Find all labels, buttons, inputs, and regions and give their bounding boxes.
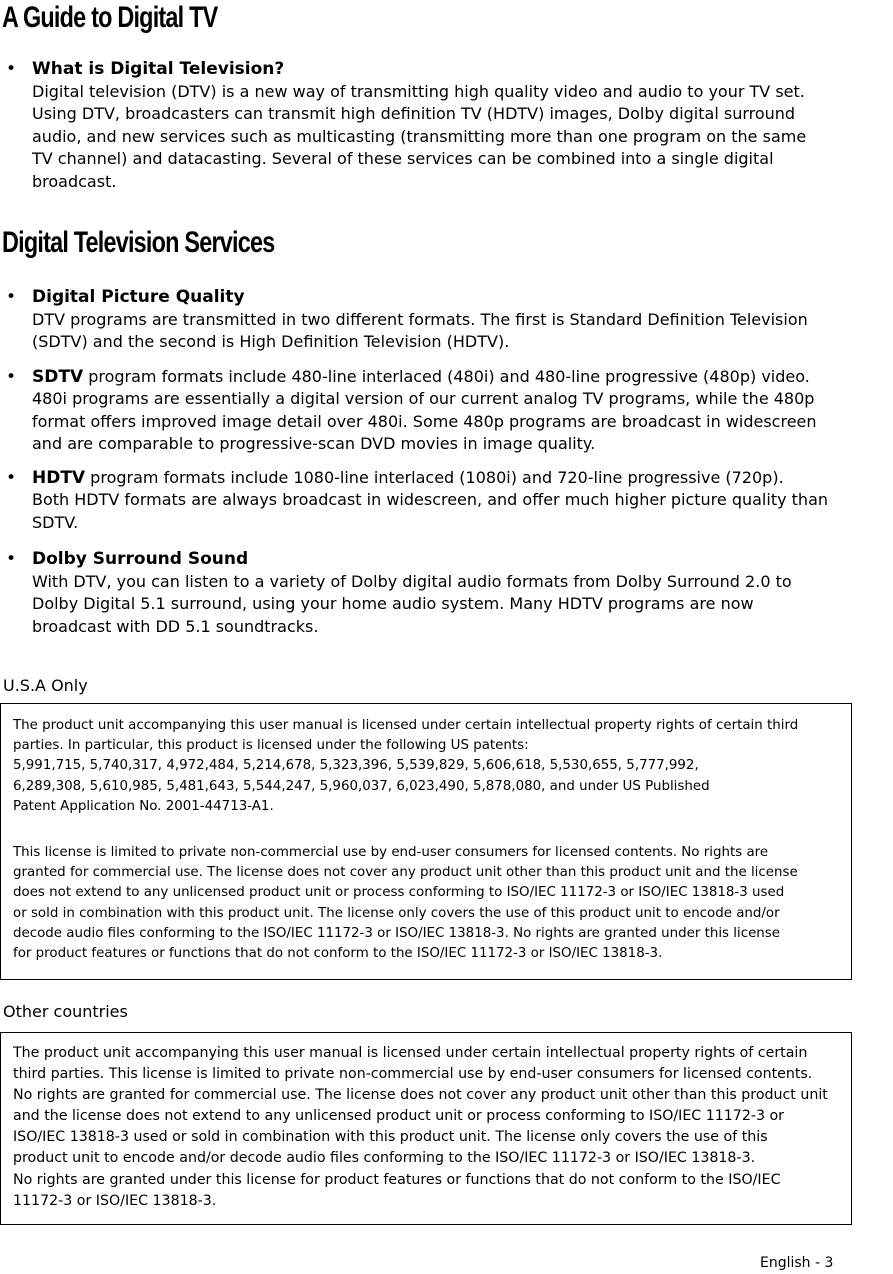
item-heading: Digital Picture Quality — [32, 287, 245, 307]
guide-title: A Guide to Digital TV — [2, 1, 218, 34]
item-body: Digital television (DTV) is a new way of transmitting high quality video and audio to your TV set. Using DTV, broadcasters can transmit high definition TV (HDTV) images, Dolby digital surround audio, and new services such as multicasting (transmitting more than one program on the same TV channel) and datacasting. Several of these services can be combined into a single digital broadcast. — [32, 82, 807, 191]
item-body: With DTV, you can listen to a variety of Dolby digital audio formats from Dolby Surround 2.0 to Dolby Digital 5.1 surround, using your home audio system. Many HDTV programs are now broadcast with DD 5.1 soundtracks. — [32, 572, 792, 636]
item-body: DTV programs are transmitted in two different formats. The first is Standard Definition Television (SDTV) and the second is High Definition Television (HDTV). — [32, 310, 808, 352]
item-body — [32, 467, 862, 534]
other-countries-label: Other countries — [3, 1002, 128, 1021]
item-heading: What is Digital Television? — [32, 59, 285, 79]
other-license-para: The product unit accompanying this user manual is licensed under certain intellectual property rights of certain third parties. This license is limited to private non-commercial use by end-user consumers for licensed contents. No rights are granted for commercial use. The license does not cover any product unit other than this product unit and the license does not extend to any unlicensed product unit or process conforming to ISO/IEC 11172-3 or ISO/IEC 13818-3 used or sold in combination with this product unit. The license only covers the use of this product unit to encode and/or decode audio files conforming to the ISO/IEC 11172-3 or ISO/IEC 13818-3. No rights are granted under this license for product features or functions that do not conform to the ISO/IEC 11172-3 or ISO/IEC 13818-3. — [13, 1045, 828, 1209]
usa-license-para-1: The product unit accompanying this user manual is licensed under certain intellectual property rights of certain third parties. In particular, this product is licensed under the following US patents: 5,991,715, 5,740,317, 4,972,484, 5,214,678, 5,323,396, 5,539,829, 5,606,618, 5,530,655, 5,777,992, 6,289,308, 5,610,985, 5,481,643, 5,544,247, 5,960,037, 6,023,490, 5,878,080, and under US Published Patent Application No. 2001-44713-A1. — [13, 718, 799, 814]
item-body — [32, 366, 862, 456]
item-heading: Dolby Surround Sound — [32, 549, 249, 569]
item-text: program formats include 480-line interlaced (480i) and 480-line progressive (480p) video. 480i programs are essentially a digital version of our current analog TV programs, while the 480p format offers improved image detail over 480i. Some 480p programs are broadcast in widescreen and are comparable to progressive-scan DVD movies in image quality. — [32, 367, 817, 454]
bullet-icon: • — [6, 468, 17, 488]
item-term: SDTV — [32, 367, 84, 387]
services-title: Digital Television Services — [2, 226, 275, 259]
usa-license-box — [0, 703, 852, 980]
bullet-icon: • — [6, 287, 17, 307]
page-number: English - 3 — [760, 1255, 834, 1271]
bullet-icon: • — [6, 549, 17, 569]
item-text: program formats include 1080-line interlaced (1080i) and 720-line progressive (720p). Both HDTV formats are always broadcast in widescreen, and offer much higher picture quality than SDTV. — [32, 468, 829, 532]
usa-label: U.S.A Only — [3, 676, 88, 695]
bullet-icon: • — [6, 59, 17, 79]
usa-license-para-2: This license is limited to private non-commercial use by end-user consumers for licensed contents. No rights are granted for commercial use. The license does not cover any product unit other than this product unit and the license does not extend to any unlicensed product unit or process conforming to ISO/IEC 11172-3 or ISO/IEC 13818-3 used or sold in combination with this product unit. The license only covers the use of this product unit to encode and/or decode audio files conforming to the ISO/IEC 11172-3 or ISO/IEC 13818-3. No rights are granted under this license for product features or functions that do not conform to the ISO/IEC 11172-3 or ISO/IEC 13818-3. — [13, 845, 798, 962]
item-term: HDTV — [32, 468, 86, 488]
bullet-icon: • — [6, 367, 17, 387]
other-license-box — [0, 1032, 852, 1225]
